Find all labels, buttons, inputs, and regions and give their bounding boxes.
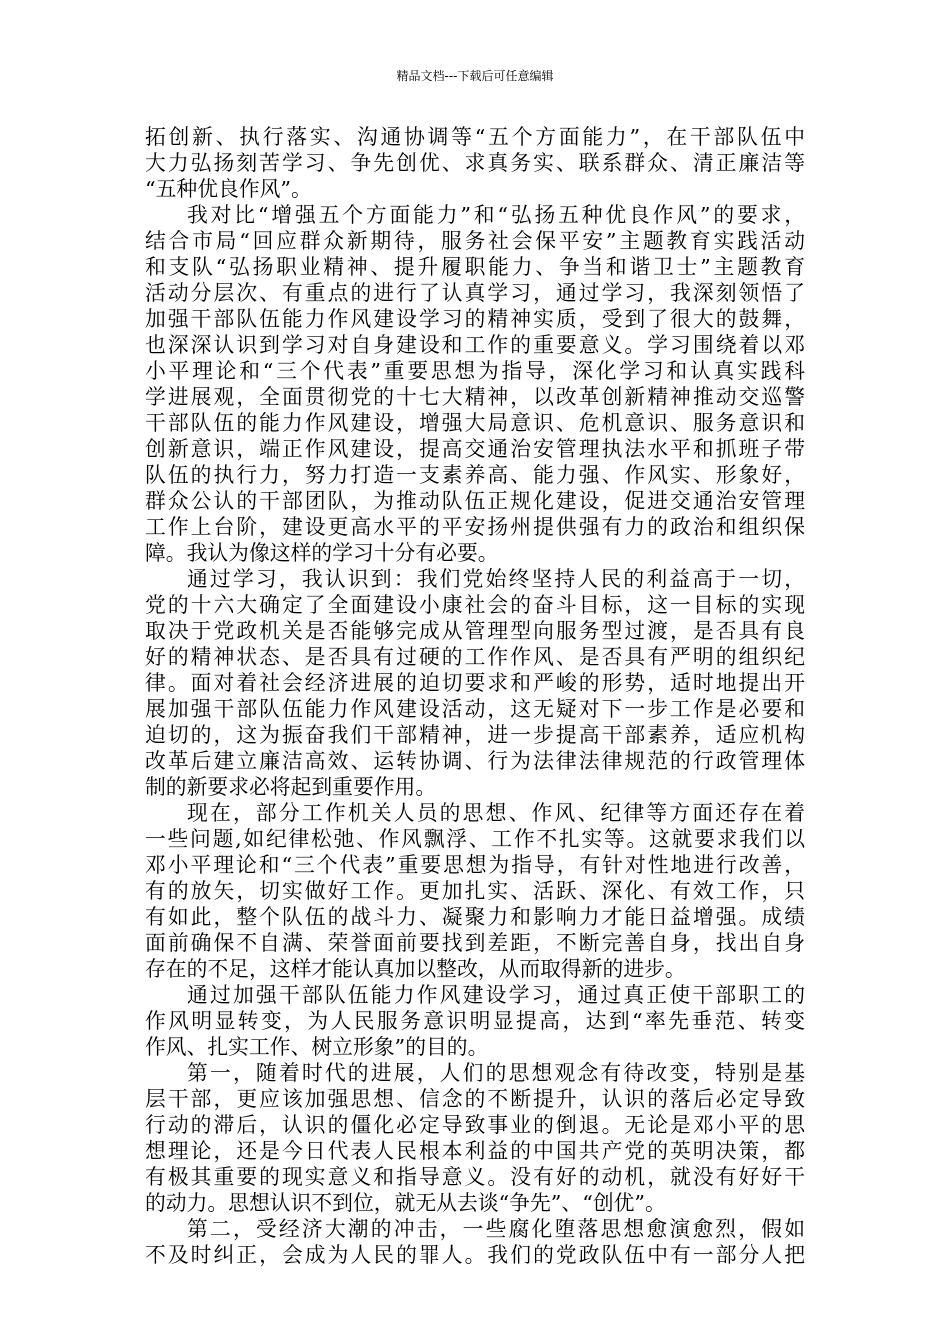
text-line: 队伍的执行力，努力打造一支素养高、能力强、作风实、形象好，: [145, 463, 805, 487]
text-line: 好的精神状态、是否具有过硬的工作作风、是否具有严明的组织纪: [145, 645, 805, 669]
text-line: 群众公认的干部团队，为推动队伍正规化建设，促进交通治安管理: [145, 489, 805, 513]
text-line: 想理论，还是今日代表人民根本利益的中国共产党的英明决策，都: [145, 1139, 805, 1163]
document-body: [145, 124, 805, 1268]
text-line: 制的新要求必将起到重要作用。: [145, 775, 437, 799]
text-line: 有如此，整个队伍的战斗力、凝聚力和影响力才能日益增强。成绩: [145, 905, 805, 929]
paragraph: [145, 800, 805, 982]
text-line: 通过加强干部队伍能力作风建设学习，通过真正使干部职工的: [187, 983, 805, 1007]
text-line: 层干部，更应该加强思想、信念的不断提升，认识的落后必定导致: [145, 1087, 805, 1111]
text-line: 和支队“弘扬职业精神、提升履职能力、争当和谐卫士”主题教育: [145, 255, 805, 279]
text-line: 拓创新、执行落实、沟通协调等“五个方面能力”，在干部队伍中: [145, 125, 805, 149]
text-line: 学进展观，全面贯彻党的十七大精神，以改革创新精神推动交巡警: [145, 385, 805, 409]
text-line: 创新意识，端正作风建设，提高交通治安管理执法水平和抓班子带: [145, 437, 805, 461]
paragraph: [145, 202, 805, 566]
text-line: 小平理论和“三个代表”重要思想为指导，深化学习和认真实践科: [145, 359, 805, 383]
text-line: “五种优良作风”。: [145, 177, 312, 201]
text-line: 展加强干部队伍能力作风建设活动，这无疑对下一步工作是必要和: [145, 697, 805, 721]
text-line: 党的十六大确定了全面建设小康社会的奋斗目标，这一目标的实现: [145, 593, 805, 617]
text-line: 存在的不足，这样才能认真加以整改，从而取得新的进步。: [145, 957, 686, 981]
text-line: 改革后建立廉洁高效、运转协调、行为法律法律规范的行政管理体: [145, 749, 805, 773]
text-line: 有的放矢，切实做好工作。更加扎实、活跃、深化、有效工作，只: [145, 879, 805, 903]
text-line: 的动力。思想认识不到位，就无从去谈“争先”、“创优”。: [145, 1191, 666, 1215]
page-header: 精品文档---下载后可任意编辑: [396, 69, 554, 83]
text-line: 也深深认识到学习对自身建设和工作的重要意义。学习围绕着以邓: [145, 333, 805, 357]
text-line: 一些问题,如纪律松弛、作风飘浮、工作不扎实等。这就要求我们以: [145, 827, 805, 851]
text-line: 我对比“增强五个方面能力”和“弘扬五种优良作风”的要求，: [187, 203, 805, 227]
text-line: 加强干部队伍能力作风建设学习的精神实质，受到了很大的鼓舞，: [145, 307, 805, 331]
text-line: 作风、扎实工作、树立形象”的目的。: [145, 1035, 489, 1059]
paragraph: [145, 124, 805, 202]
text-line: 结合市局“回应群众新期待，服务社会保平安”主题教育实践活动: [145, 229, 805, 253]
paragraph: [145, 1060, 805, 1216]
paragraph: [145, 1216, 805, 1268]
text-line: 律。面对着社会经济进展的迫切要求和严峻的形势，适时地提出开: [145, 671, 805, 695]
text-line: 不及时纠正，会成为人民的罪人。我们的党政队伍中有一部分人把: [145, 1243, 805, 1267]
text-line: 干部队伍的能力作风建设，增强大局意识、危机意识、服务意识和: [145, 411, 805, 435]
text-line: 邓小平理论和“三个代表”重要思想为指导，有针对性地进行改善，: [145, 853, 805, 877]
text-line: 第一，随着时代的进展，人们的思想观念有待改变，特别是基: [187, 1061, 805, 1085]
text-line: 现在，部分工作机关人员的思想、作风、纪律等方面还存在着: [187, 801, 805, 825]
paragraph: [145, 982, 805, 1060]
text-line: 有极其重要的现实意义和指导意义。没有好的动机，就没有好好干: [145, 1165, 805, 1189]
text-line: 工作上台阶，建设更高水平的平安扬州提供强有力的政治和组织保: [145, 515, 805, 539]
text-line: 大力弘扬刻苦学习、争先创优、求真务实、联系群众、清正廉洁等: [145, 151, 805, 175]
paragraph: [145, 566, 805, 800]
text-line: 行动的滞后，认识的僵化必定导致事业的倒退。无论是邓小平的思: [145, 1113, 805, 1137]
text-line: 第二，受经济大潮的冲击，一些腐化堕落思想愈演愈烈，假如: [187, 1217, 805, 1241]
text-line: 作风明显转变，为人民服务意识明显提高，达到“率先垂范、转变: [145, 1009, 805, 1033]
text-line: 面前确保不自满、荣誉面前要找到差距，不断完善自身，找出自身: [145, 931, 805, 955]
text-line: 通过学习，我认识到：我们党始终坚持人民的利益高于一切，: [187, 567, 805, 591]
text-line: 迫切的，这为振奋我们干部精神，进一步提高干部素养，适应机构: [145, 723, 805, 747]
text-line: 障。我认为像这样的学习十分有必要。: [145, 541, 499, 565]
text-line: 取决于党政机关是否能够完成从管理型向服务型过渡，是否具有良: [145, 619, 805, 643]
text-line: 活动分层次、有重点的进行了认真学习，通过学习，我深刻领悟了: [145, 281, 805, 305]
